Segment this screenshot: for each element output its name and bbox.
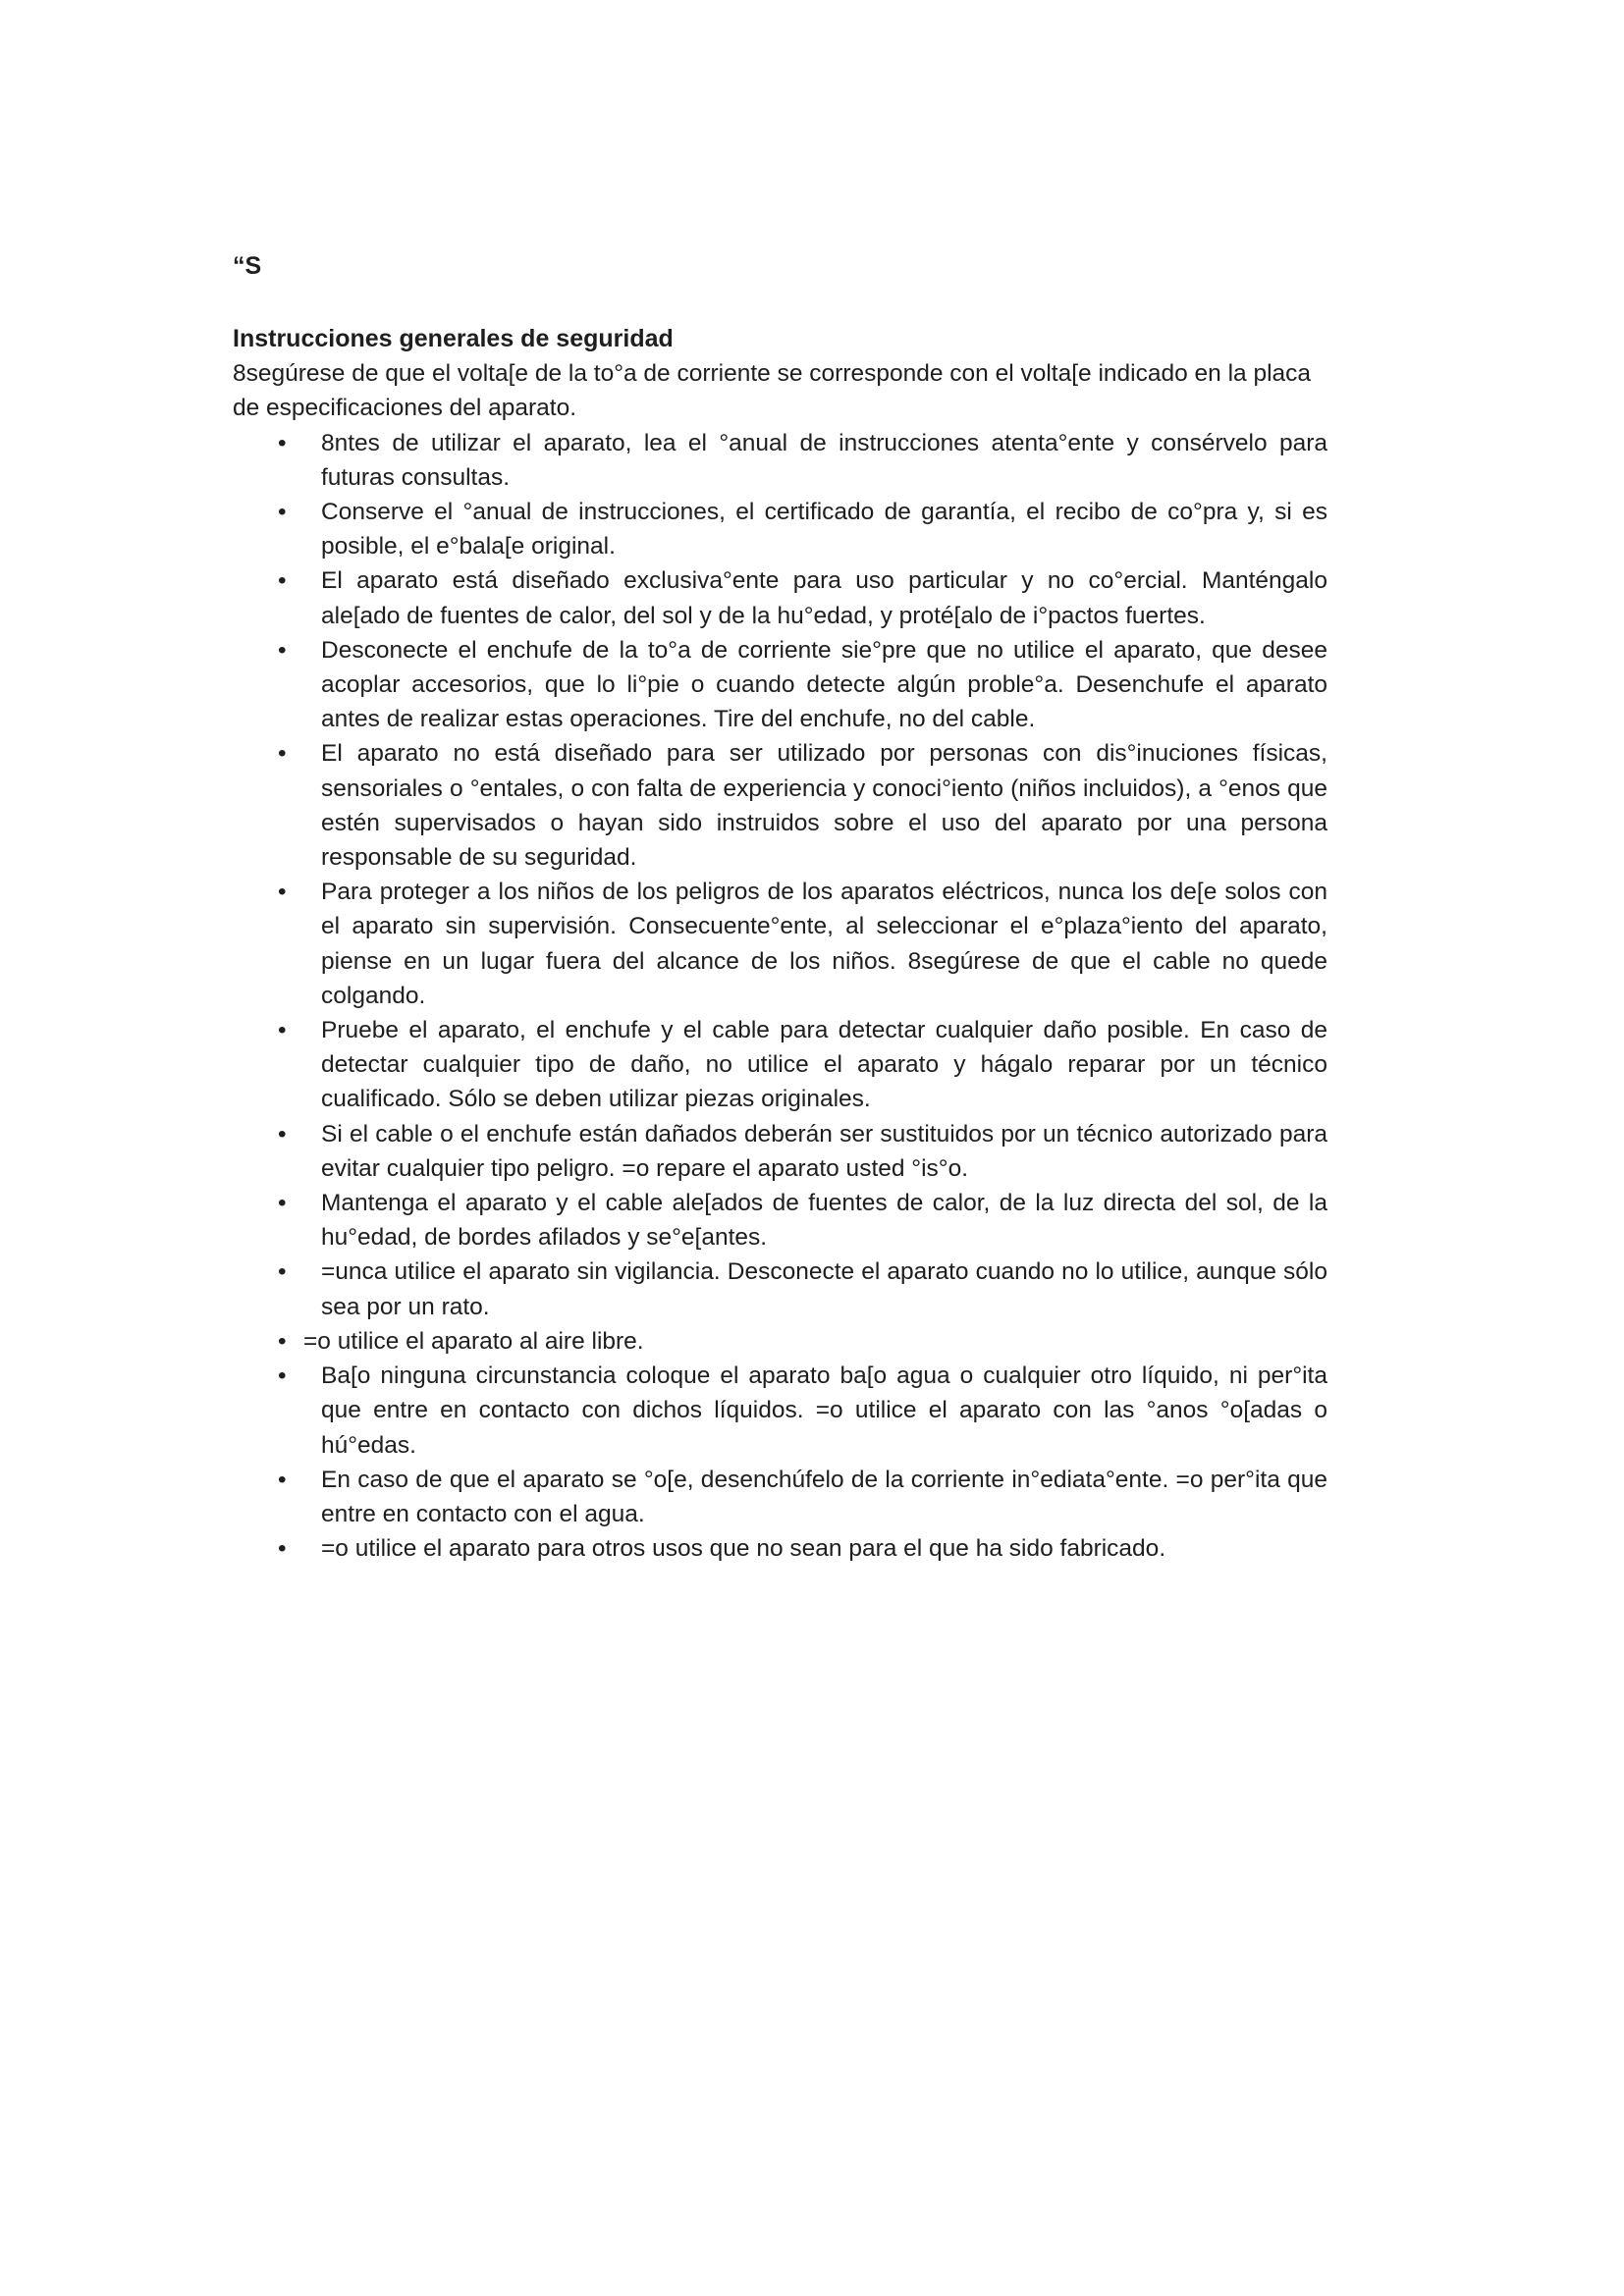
bullet-icon: • [278, 1327, 287, 1355]
bullet-icon: • [278, 1120, 287, 1148]
list-item [233, 426, 1327, 495]
intro-paragraph: 8segúrese de que el volta[e de la to°a de corriente se corresponde con el volta[e indicado en la placa de especificaciones del aparato. [233, 360, 1312, 422]
list-item [233, 1359, 1327, 1463]
list-item-text: Desconecte el enchufe de la to°a de corriente sie°pre que no utilice el aparato, que desee acoplar accesorios, que lo li°pie o cuando detecte algún proble°a. Desenchufe el aparato antes de realizar estas operaciones. Tire del enchufe, no del cable. [321, 636, 1327, 733]
bullet-icon: • [278, 1535, 287, 1563]
bullet-icon: • [278, 879, 287, 906]
list-item [233, 875, 1327, 1013]
list-item-text: =o utilice el aparato al aire libre. [303, 1327, 644, 1355]
bullet-icon: • [278, 740, 287, 768]
bullet-icon: • [278, 1258, 287, 1286]
list-item-text: Conserve el °anual de instrucciones, el certificado de garantía, el recibo de co°pra y, si es posible, el e°bala[e original. [321, 499, 1327, 561]
list-item [233, 495, 1327, 563]
list-item [233, 1531, 1327, 1566]
list-item [233, 633, 1327, 737]
bullet-icon: • [278, 1017, 287, 1044]
list-item-text: Si el cable o el enchufe están dañados deberán ser sustituidos por un técnico autorizado para evitar cualquier tipo peligro. =o repare el aparato usted °is°o. [321, 1120, 1327, 1182]
list-item [233, 1324, 1310, 1359]
list-item-text: =o utilice el aparato para otros usos que no sean para el que ha sido fabricado. [321, 1535, 1166, 1563]
safety-list [233, 426, 1423, 1567]
list-item [233, 1463, 1327, 1531]
list-item-text: Mantenga el aparato y el cable ale[ados de fuentes de calor, de la luz directa del sol, de la hu°edad, de bordes afilados y se°e[antes. [321, 1190, 1327, 1252]
list-item [233, 1186, 1327, 1255]
list-item-text: 8ntes de utilizar el aparato, lea el °anual de instrucciones atenta°ente y consérvelo para futuras consultas. [321, 429, 1327, 491]
bullet-icon: • [278, 1466, 287, 1493]
language-tag: “S [233, 252, 262, 280]
bullet-icon: • [278, 567, 287, 595]
bullet-icon: • [278, 636, 287, 664]
bullet-icon: • [278, 1362, 287, 1390]
bullet-icon: • [278, 429, 287, 456]
section-heading: Instrucciones generales de seguridad [233, 325, 674, 352]
list-item-text: =unca utilice el aparato sin vigilancia. Desconecte el aparato cuando no lo utilice, aunque sólo sea por un rato. [321, 1258, 1327, 1320]
list-item [233, 1013, 1327, 1117]
list-item-text: En caso de que el aparato se °o[e, desenchúfelo de la corriente in°ediata°ente. =o per°ita que entre en contacto con el agua. [321, 1466, 1327, 1527]
list-item-text: Para proteger a los niños de los peligros de los aparatos eléctricos, nunca los de[e solos con el aparato sin supervisión. Consecuente°ente, al seleccionar el e°plaza°iento del aparato, piense en un lugar fuera del alcance de los niños. 8segúrese de que el cable no quede colgando. [321, 879, 1327, 1009]
list-item [233, 563, 1327, 632]
list-item [233, 1255, 1327, 1323]
list-item [233, 736, 1327, 875]
list-item [233, 1117, 1327, 1186]
safety-section [233, 322, 1423, 1566]
list-item-text: Pruebe el aparato, el enchufe y el cable para detectar cualquier daño posible. En caso de detectar cualquier tipo de daño, no utilice el aparato y hágalo reparar por un técnico cualificado. Sólo se deben utilizar piezas originales. [321, 1017, 1327, 1113]
list-item-text: Ba[o ninguna circunstancia coloque el aparato ba[o agua o cualquier otro líquido, ni per°ita que entre en contacto con dichos líquidos. =o utilice el aparato con las °anos °o[adas o hú°edas. [321, 1362, 1327, 1459]
list-item-text: El aparato está diseñado exclusiva°ente para uso particular y no co°ercial. Manténgalo ale[ado de fuentes de calor, del sol y de la hu°edad, y proté[alo de i°pactos fuertes. [321, 567, 1327, 629]
bullet-icon: • [278, 1190, 287, 1217]
bullet-icon: • [278, 499, 287, 526]
list-item-text: El aparato no está diseñado para ser utilizado por personas con dis°inuciones físicas, sensoriales o °entales, o con falta de experiencia y conoci°iento (niños incluidos), a °enos que estén supervisados o hayan sido instruidos sobre el uso del aparato por una persona responsable de su seguridad. [321, 740, 1327, 872]
